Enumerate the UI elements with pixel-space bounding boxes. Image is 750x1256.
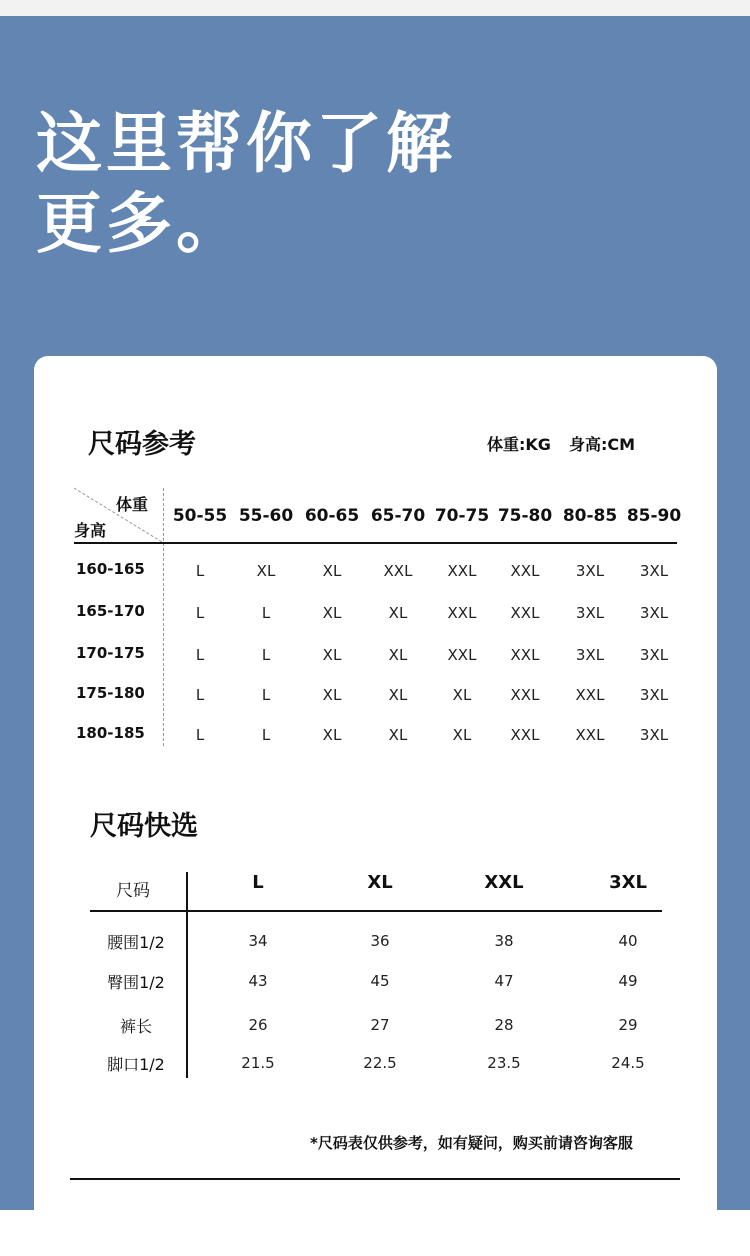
weight-header: 85-90 — [626, 506, 682, 526]
measurement-cell: 27 — [370, 1016, 390, 1034]
height-row-header: 165-170 — [76, 602, 145, 620]
size-cell: 3XL — [575, 604, 605, 622]
unit-note — [487, 432, 653, 455]
measurement-cell: 49 — [618, 972, 638, 990]
size-cell: 3XL — [639, 726, 669, 744]
size-cell: L — [195, 604, 205, 622]
hero-title-line1: 这里帮你了解 — [36, 105, 456, 182]
size-cell: XL — [388, 646, 408, 664]
size-cell: XXL — [510, 726, 540, 744]
measurement-cell: 23.5 — [487, 1054, 521, 1072]
hero-banner — [0, 16, 750, 1210]
measurement-cell: 26 — [248, 1016, 268, 1034]
size-header-label: 尺码 — [116, 881, 150, 901]
size-cell: 3XL — [639, 604, 669, 622]
measurement-cell: 22.5 — [363, 1054, 397, 1072]
measurement-cell: 45 — [370, 972, 390, 990]
size-cell: XL — [322, 686, 342, 704]
size-cell: XXL — [510, 604, 540, 622]
corner-weight-label: 体重 — [116, 495, 149, 514]
unit-height: 身高:CM — [568, 435, 636, 454]
size-cell: L — [261, 646, 271, 664]
size-cell: 3XL — [639, 562, 669, 580]
size-cell: XL — [256, 562, 276, 580]
weight-header: 65-70 — [370, 506, 426, 526]
size-cell: 3XL — [575, 562, 605, 580]
size-cell: L — [195, 562, 205, 580]
size-cell: L — [195, 726, 205, 744]
size-cell: XXL — [447, 562, 477, 580]
size-cell: XL — [322, 646, 342, 664]
measurement-cell: 38 — [494, 932, 514, 950]
size-cell: XXL — [447, 646, 477, 664]
weight-header: 70-75 — [434, 506, 490, 526]
height-row-header: 180-185 — [76, 724, 145, 742]
size-cell: L — [261, 686, 271, 704]
size-cell: 3XL — [639, 646, 669, 664]
size-quick-table — [90, 872, 662, 1082]
measurement-row-header: 裤长 — [119, 1017, 152, 1036]
size-column-header: XL — [367, 872, 393, 893]
size-cell: 3XL — [575, 646, 605, 664]
measurement-row-header: 脚口1/2 — [107, 1055, 165, 1074]
size-cell: XL — [322, 604, 342, 622]
size-column-header: L — [252, 872, 264, 893]
corner-height-label: 身高 — [74, 521, 107, 540]
size-cell: XXL — [510, 646, 540, 664]
measurement-row-header: 腰围1/2 — [107, 933, 165, 952]
size-cell: XXL — [447, 604, 477, 622]
header-divider — [74, 542, 677, 544]
size-reference-title: 尺码参考 — [88, 429, 196, 460]
size-reference-table — [74, 486, 682, 746]
size-cell: L — [261, 604, 271, 622]
size-cell: L — [195, 686, 205, 704]
top-strip — [0, 0, 750, 16]
measurement-cell: 43 — [248, 972, 268, 990]
size-cell: L — [195, 646, 205, 664]
measurement-cell: 29 — [618, 1016, 638, 1034]
unit-weight: 体重:KG — [487, 435, 551, 454]
size-cell: XL — [388, 726, 408, 744]
height-row-header: 160-165 — [76, 560, 145, 578]
hero-title-line2: 更多。 — [36, 185, 246, 262]
size-cell: XXL — [575, 726, 605, 744]
measurement-cell: 24.5 — [611, 1054, 645, 1072]
weight-header: 50-55 — [172, 506, 228, 526]
size-cell: XL — [452, 686, 472, 704]
size-cell: XL — [452, 726, 472, 744]
size-card — [34, 356, 717, 1256]
size-cell: XXL — [510, 686, 540, 704]
footnote: *尺码表仅供参考，如有疑问，购买前请咨询客服 — [310, 1134, 633, 1152]
measurement-cell: 47 — [494, 972, 514, 990]
measurement-cell: 34 — [248, 932, 268, 950]
size-cell: XL — [388, 686, 408, 704]
height-row-header: 170-175 — [76, 644, 145, 662]
size-cell: XL — [322, 562, 342, 580]
size-column-header: 3XL — [609, 872, 647, 893]
header-divider — [90, 910, 662, 912]
size-cell: XL — [388, 604, 408, 622]
size-quick-title: 尺码快选 — [90, 811, 198, 842]
size-cell: XL — [322, 726, 342, 744]
measurement-cell: 40 — [618, 932, 638, 950]
measurement-cell: 21.5 — [241, 1054, 275, 1072]
weight-header: 75-80 — [497, 506, 553, 526]
hero-title — [36, 104, 456, 264]
footer-divider — [70, 1178, 680, 1180]
table-corner — [74, 486, 162, 542]
weight-header: 55-60 — [238, 506, 294, 526]
measurement-cell: 28 — [494, 1016, 514, 1034]
size-cell: XXL — [510, 562, 540, 580]
height-row-header: 175-180 — [76, 684, 145, 702]
measurement-row-header: 臀围1/2 — [107, 973, 165, 992]
column-divider — [186, 872, 188, 1078]
size-cell: 3XL — [639, 686, 669, 704]
measurement-cell: 36 — [370, 932, 390, 950]
size-cell: XXL — [575, 686, 605, 704]
size-cell: XXL — [383, 562, 413, 580]
weight-header: 60-65 — [304, 506, 360, 526]
weight-header: 80-85 — [562, 506, 618, 526]
size-column-header: XXL — [484, 872, 524, 893]
size-cell: L — [261, 726, 271, 744]
